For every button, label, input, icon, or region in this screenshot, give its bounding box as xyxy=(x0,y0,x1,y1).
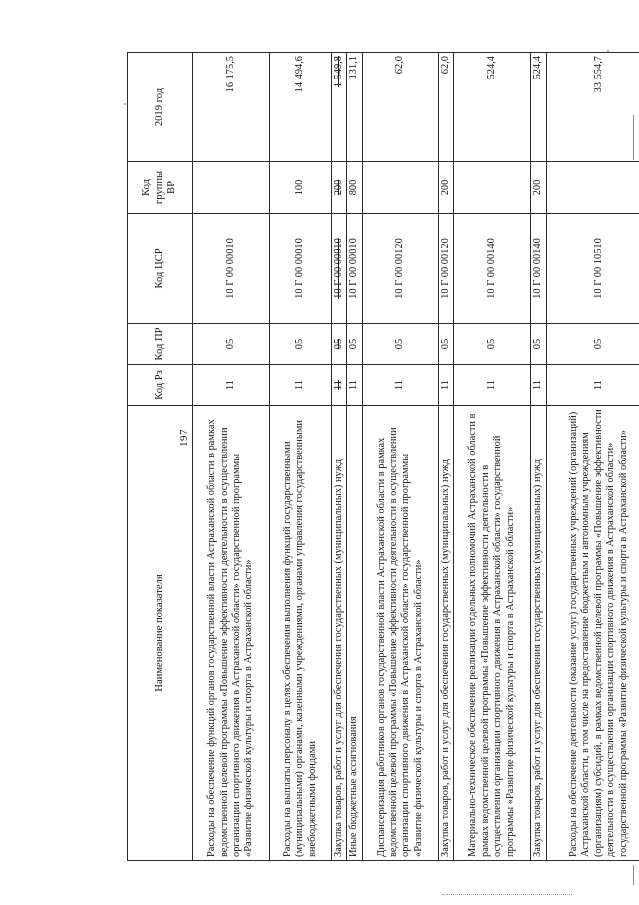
row-vr: 200 xyxy=(531,162,546,214)
table-row xyxy=(531,53,546,861)
page-number: 197 xyxy=(178,429,190,447)
row-name: Закупка товаров, работ и услуг для обеспечения государственных (муниципальных) нужд xyxy=(332,406,347,861)
table-row xyxy=(454,53,531,861)
row-rz: 11 xyxy=(454,365,531,406)
row-amount: 524,4 xyxy=(454,53,531,162)
header-name: Наименование показателя xyxy=(128,406,193,861)
row-vr: 100 xyxy=(270,162,332,214)
table-row xyxy=(362,53,438,861)
header-csr: Код ЦСР xyxy=(128,214,193,324)
row-csr: 10 Г 00 00120 xyxy=(438,214,453,324)
table-row xyxy=(270,53,332,861)
row-csr: 10 Г 00 00010 xyxy=(193,214,270,324)
table-row xyxy=(347,53,362,861)
row-vr: 800 xyxy=(347,162,362,214)
header-vr: Код группы ВР xyxy=(128,162,193,214)
row-name: Расходы на обеспечение деятельности (оказание услуг) государственных учреждений (организаций) Астраханской области, в том числе на предоставление бюджетным и автономным учреждениям (организациям) субсидий, в рамках ведомственной целевой программы «Повышение эффективности деятельности в осуществлении организации спортивного движения в Астраханской области» государственной программы «Развитие физической культуры и спорта в Астраханской области» xyxy=(546,406,639,861)
row-amount: 131,1 xyxy=(347,53,362,162)
scan-edge-mark xyxy=(633,115,634,160)
table-header-row xyxy=(128,53,193,861)
row-csr: 10 Г 00 10510 xyxy=(546,214,639,324)
row-amount: 14 494,6 xyxy=(270,53,332,162)
row-vr xyxy=(362,162,438,214)
row-amount: 33 554,7 xyxy=(546,53,639,162)
row-csr: 10 Г 00 00140 xyxy=(531,214,546,324)
row-pr: 05 xyxy=(531,324,546,365)
budget-table-sheet xyxy=(127,53,639,861)
header-year: 2019 год xyxy=(128,53,193,162)
row-pr: 05 xyxy=(454,324,531,365)
scan-speck xyxy=(607,50,609,52)
row-name: Расходы на выплаты персоналу в целях обеспечения выполнения функций государственными (муниципальными) органами, казенными учреждениями, органами управления государственными внебюджетными фондами xyxy=(270,406,332,861)
budget-table xyxy=(127,52,639,861)
table-row xyxy=(438,53,453,861)
row-name: Закупка товаров, работ и услуг для обеспечения государственных (муниципальных) нужд xyxy=(531,406,546,861)
scan-edge-mark xyxy=(633,865,634,885)
row-amount: 62,0 xyxy=(362,53,438,162)
row-rz: 11 xyxy=(362,365,438,406)
scan-bottom-line xyxy=(442,894,572,896)
row-name: Иные бюджетные ассигнования xyxy=(347,406,362,861)
row-rz: 11 xyxy=(531,365,546,406)
row-rz: 11 xyxy=(332,365,347,406)
row-pr: 05 xyxy=(347,324,362,365)
row-vr xyxy=(454,162,531,214)
row-csr: 10 Г 00 00010 xyxy=(270,214,332,324)
table-row xyxy=(193,53,270,861)
row-pr: 05 xyxy=(438,324,453,365)
row-vr: 200 xyxy=(332,162,347,214)
table-row xyxy=(546,53,639,861)
row-name: Диспансеризация работников органов государственной власти Астраханской области в рамках ведомственной целевой программы «Повышение эффективности деятельности в осуществлении организации спортивного движения в Астраханской области» государственной программы «Развитие физической культуры и спорта в Астраханской области» xyxy=(362,406,438,861)
table-row xyxy=(332,53,347,861)
row-vr xyxy=(193,162,270,214)
row-vr xyxy=(546,162,639,214)
row-name: Закупка товаров, работ и услуг для обеспечения государственных (муниципальных) нужд xyxy=(438,406,453,861)
row-csr: 10 Г 00 00140 xyxy=(454,214,531,324)
row-rz: 11 xyxy=(270,365,332,406)
row-rz: 11 xyxy=(193,365,270,406)
row-csr: 10 Г 00 00120 xyxy=(362,214,438,324)
header-pr: Код ПР xyxy=(128,324,193,365)
row-csr: 10 Г 00 00010 xyxy=(332,214,347,324)
row-amount: 524,4 xyxy=(531,53,546,162)
row-csr: 10 Г 00 00010 xyxy=(347,214,362,324)
row-pr: 05 xyxy=(270,324,332,365)
scan-speck xyxy=(124,103,126,105)
row-name: Материально-техническое обеспечение реализации отдельных полномочий Астраханской области в рамках ведомственной целевой программы «Повышение эффективности деятельности в осуществлении организации спортивного движения в Астраханской области» государственной программы «Развитие физической культуры и спорта в Астраханской области» xyxy=(454,406,531,861)
row-name: Расходы на обеспечение функций органов государственной власти Астраханской области в рамках ведомственной целевой программы «Повышение эффективности деятельности в осуществлении организации спортивного движения в Астраханской области» государственной программы «Развитие физической культуры и спорта в Астраханской области» xyxy=(193,406,270,861)
row-rz: 11 xyxy=(347,365,362,406)
row-pr: 05 xyxy=(193,324,270,365)
row-amount: 16 175,5 xyxy=(193,53,270,162)
row-rz: 11 xyxy=(546,365,639,406)
row-amount: 62,0 xyxy=(438,53,453,162)
row-amount: 1 549,8 xyxy=(332,53,347,162)
row-pr: 05 xyxy=(362,324,438,365)
row-pr: 05 xyxy=(546,324,639,365)
row-rz: 11 xyxy=(438,365,453,406)
row-pr: 05 xyxy=(332,324,347,365)
header-rz: Код Рз xyxy=(128,365,193,406)
row-vr: 200 xyxy=(438,162,453,214)
